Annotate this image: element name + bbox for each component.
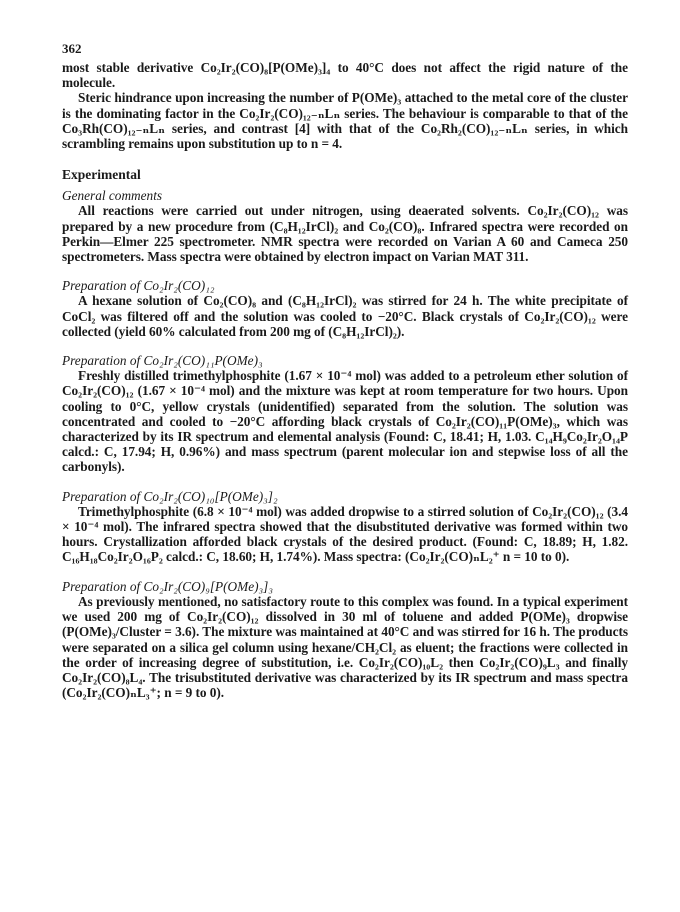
- text-column: [62, 60, 628, 700]
- subheading-prep-trisubstituted: Preparation of Co₂Ir₂(CO)₉[P(OMe)₃]₃: [62, 578, 273, 594]
- paragraph-continued: most stable derivative Co₂Ir₂(CO)₈[P(OMe)₃]₄ to 40°C does not affect the rigid nature of the molecule.: [62, 60, 628, 91]
- paragraph-general-comments: All reactions were carried out under nitrogen, using deaerated solvents. Co₂Ir₂(CO)₁₂ was prepared by a new procedure from (C₈H₁₂IrCl)₂ and Co₂(CO)₈. Infrared spectra were recorded on Perkin—Elmer 225 spectrometer. NMR spectra were recorded on Varian A 60 and Cameca 250 spectrometers. Mass spectra were obtained by electron impact on Varian MAT 311.: [62, 203, 628, 265]
- paragraph-prep-trisubstituted: As previously mentioned, no satisfactory route to this complex was found. In a typical experiment we used 200 mg of Co₂Ir₂(CO)₁₂ dissolved in 30 ml of toluene and added P(OMe)₃ dropwise (P(OMe)₃/Cluster = 3.6). The mixture was maintained at 40°C and was stirred for 16 h. The products were separated on a silica gel column using hexane/CH₂Cl₂ as eluent; the fractions were collected in the order of increasing degree of substitution, i.e. Co₂Ir₂(CO)₁₀L₂ then Co₂Ir₂(CO)₉L₃ and finally Co₂Ir₂(CO)₈L₄. The trisubstituted derivative was characterized by its IR spectrum and mass spectra (Co₂Ir₂(CO)ₙL₃⁺; n = 9 to 0).: [62, 593, 628, 701]
- paragraph-prep-disubstituted: Trimethylphosphite (6.8 × 10⁻⁴ mol) was added dropwise to a stirred solution of Co₂Ir₂(CO)₁₂ (3.4 × 10⁻⁴ mol). The infrared spectra showed that the disubstituted derivative was formed within two hours. Crystallization afforded black crystals of the desired product. (Found: C, 18.89; H, 1.82. C₁₆H₁₈Co₂Ir₂O₁₆P₂ calcd.: C, 18.60; H, 1.74%). Mass spectra: (Co₂Ir₂(CO)ₙL₂⁺ n = 10 to 0).: [62, 503, 628, 565]
- page-number: 362: [62, 41, 82, 56]
- subheading-prep-co2ir2-co12: Preparation of Co₂Ir₂(CO)₁₂: [62, 278, 215, 294]
- subheading-general-comments: General comments: [62, 188, 163, 204]
- paragraph-steric-hindrance: Steric hindrance upon increasing the number of P(OMe)₃ attached to the metal core of the cluster is the dominating factor in the Co₂Ir₂(CO)₁₂₋ₙLₙ series. The behaviour is comparable to that of the Co₃Rh(CO)₁₂₋ₙLₙ series, and contrast [4] with that of the Co₂Rh₂(CO)₁₂₋ₙLₙ series, in which scrambling remains upon substitution up to n = 4.: [62, 90, 628, 152]
- subheading-prep-disubstituted: Preparation of Co₂Ir₂(CO)₁₀[P(OMe)₃]₂: [62, 488, 278, 504]
- paragraph-prep-co2ir2-co12: A hexane solution of Co₂(CO)₈ and (C₈H₁₂IrCl)₂ was stirred for 24 h. The white precipitate of CoCl₂ was filtered off and the solution was cooled to −20°C. Black crystals of Co₂Ir₂(CO)₁₂ were collected (yield 60% calculated from 200 mg of (C₈H₁₂IrCl)₂).: [62, 293, 628, 339]
- section-heading-experimental: Experimental: [62, 167, 141, 183]
- subheading-prep-monosubstituted: Preparation of Co₂Ir₂(CO)₁₁P(OMe)₃: [62, 353, 263, 369]
- paragraph-prep-monosubstituted: Freshly distilled trimethylphosphite (1.67 × 10⁻⁴ mol) was added to a petroleum ether solution of Co₂Ir₂(CO)₁₂ (1.67 × 10⁻⁴ mol) and the mixture was kept at room temperature for two hours. Upon cooling to 0°C, yellow crystals (unidentified) separated from the solution. The solution was concentrated and cooled to −20°C affording black crystals of Co₂Ir₂(CO)₁₁P(OMe)₃, which was characterized by its IR spectrum and elemental analysis (Found: C, 18.41; H, 1.03. C₁₄H₉Co₂Ir₂O₁₄P calcd.: C, 17.94; H, 0.96%) and mass spectrum (parent molecular ion and stepwise loss of all the carbonyls).: [62, 368, 628, 475]
